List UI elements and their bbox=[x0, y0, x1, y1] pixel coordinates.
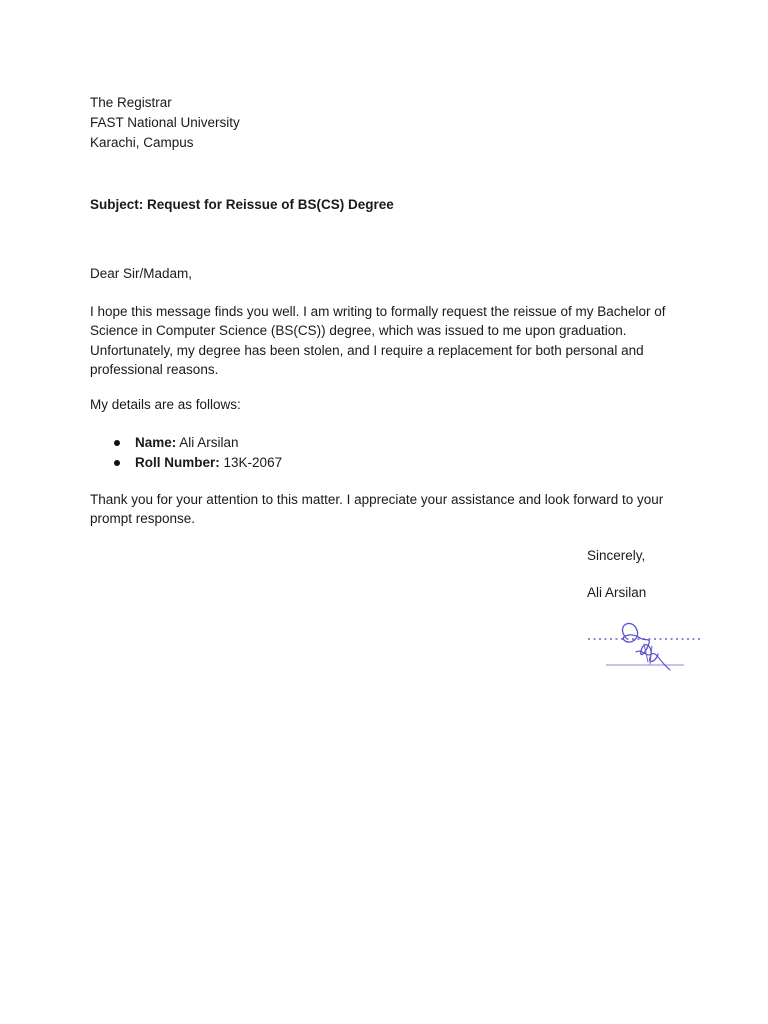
details-list bbox=[90, 433, 282, 473]
detail-value-roll-number: 13K-2067 bbox=[223, 455, 283, 470]
bullet-icon bbox=[114, 460, 120, 466]
recipient-campus: Karachi, Campus bbox=[90, 135, 194, 150]
recipient-institution: FAST National University bbox=[90, 115, 240, 130]
sender-name: Ali Arsilan bbox=[587, 585, 647, 600]
sign-off: Sincerely, bbox=[587, 548, 646, 563]
bullet-icon bbox=[114, 440, 120, 446]
detail-value-name: Ali Arsilan bbox=[179, 435, 239, 450]
list-item bbox=[90, 453, 282, 473]
subject-line: Subject: Request for Reissue of BS(CS) Degree bbox=[90, 197, 394, 212]
salutation: Dear Sir/Madam, bbox=[90, 266, 193, 281]
recipient-title: The Registrar bbox=[90, 95, 172, 110]
details-intro: My details are as follows: bbox=[90, 397, 241, 412]
closing-paragraph: Thank you for your attention to this matter. I appreciate your assistance and look forward to your prompt response. bbox=[90, 492, 664, 527]
detail-label-roll-number: Roll Number: bbox=[135, 455, 220, 470]
body-paragraph: I hope this message finds you well. I am writing to formally request the reissue of my Bachelor of Science in Computer Science (BS(CS)) degree, which was issued to me upon graduation. Unfortunately, my degree has been stolen, and I require a replacement for both personal and professional reasons. bbox=[90, 304, 666, 377]
detail-label-name: Name: bbox=[135, 435, 177, 450]
signature-image bbox=[586, 618, 704, 678]
list-item bbox=[90, 433, 282, 453]
